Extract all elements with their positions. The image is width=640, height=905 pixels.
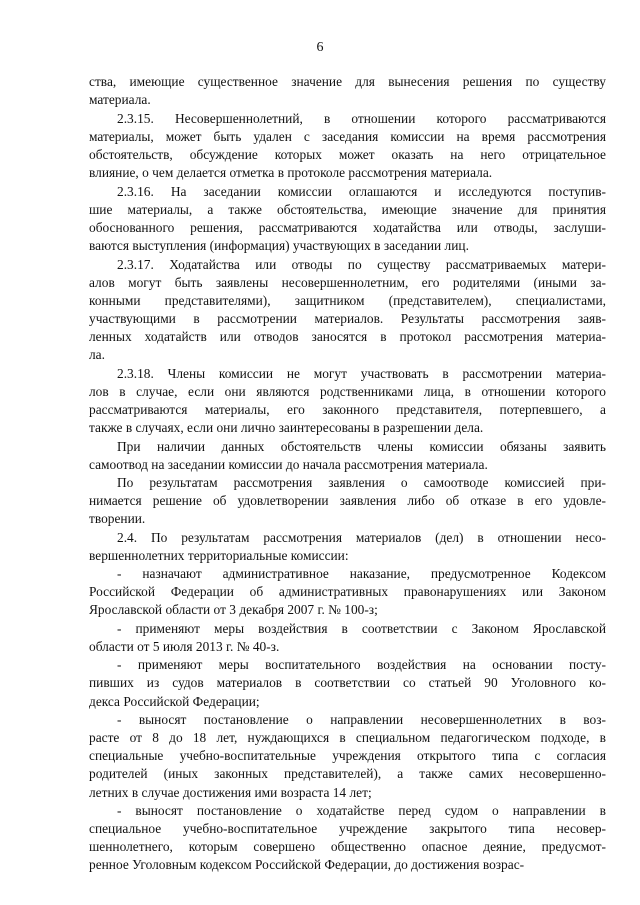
text-line: творении. (89, 511, 146, 526)
text-line: - назначают административное наказание, предусмотренное Кодексом (117, 566, 606, 581)
text-line: области от 5 июля 2013 г. № 40-з. (89, 639, 280, 654)
text-line: самоотвод на заседании комиссии до начала рассмотрения материала. (89, 457, 488, 472)
text-line: лов в случае, если они являются родственниками лица, в отношении которого (89, 384, 606, 399)
text-line: родителей (иных законных представителей), а также самих несовершенно- (89, 766, 606, 781)
text-line: шие материалы, а также обстоятельства, имеющие значение для принятия (89, 202, 606, 217)
text-line: декса Российской Федерации; (89, 694, 260, 709)
text-line: алов могут быть заявлены несовершеннолетним, его родителями (иными за- (89, 275, 606, 290)
text-line: расте от 8 до 18 лет, нуждающихся в специальном педагогическом подходе, в (89, 730, 606, 745)
text-line: нимается решение об удовлетворении заявления либо об отказе в его удовле- (89, 493, 606, 508)
text-line: специальное учебно-воспитательное учреждение закрытого типа несовер- (89, 821, 606, 836)
text-line: конными представителями), защитником (представителем), специалистами, (89, 293, 606, 308)
text-line: ства, имеющие существенное значение для вынесения решения по существу (89, 74, 606, 89)
text-line: специальные учебно-воспитательные учреждения открытого типа с согласия (89, 748, 606, 763)
text-line: - выносят постановление о направлении несовершеннолетних в воз- (117, 712, 606, 727)
text-line: Ярославской области от 3 декабря 2007 г. № 100-з; (89, 602, 378, 617)
text-line: ла. (89, 347, 105, 362)
text-line: 2.3.17. Ходатайства или отводы по существу рассматриваемых матери- (117, 257, 606, 272)
text-line: По результатам рассмотрения заявления о самоотводе комиссией при- (117, 475, 606, 490)
text-line: - применяют меры воспитательного воздействия на основании посту- (117, 657, 606, 672)
text-line: рассматриваются материалы, его законного представителя, потерпевшего, а (89, 402, 606, 417)
text-line: 2.3.15. Несовершеннолетний, в отношении которого рассматриваются (117, 111, 606, 126)
text-line: пивших из судов материалов в соответствии со статьей 90 Уголовного ко- (89, 675, 606, 690)
text-line: - выносят постановление о ходатайстве перед судом о направлении в (117, 803, 606, 818)
text-line: 2.3.16. На заседании комиссии оглашаются и исследуются поступив- (117, 184, 606, 199)
text-line: летних в случае достижения ими возраста 14 лет; (89, 785, 372, 800)
text-line: материала. (89, 92, 151, 107)
text-line: обоснованного решения, рассматриваются ходатайства или отводы, заслуши- (89, 220, 606, 235)
text-line: ваются выступления (информация) участвующих в заседании лиц. (89, 238, 469, 253)
text-line: 2.3.18. Члены комиссии не могут участвовать в рассмотрении материа- (117, 366, 606, 381)
text-line: вершеннолетних территориальные комиссии: (89, 548, 349, 563)
text-line: ренное Уголовным кодексом Российской Федерации, до достижения возрас- (89, 857, 525, 872)
text-line: материалы, может быть удален с заседания комиссии на время рассмотрения (89, 129, 606, 144)
text-line: При наличии данных обстоятельств члены комиссии обязаны заявить (117, 439, 606, 454)
text-line: - применяют меры воздействия в соответствии с Законом Ярославской (117, 621, 606, 636)
text-line: ленных ходатайств или отводов заносятся в протокол рассмотрения материа- (89, 329, 606, 344)
text-line: шеннолетнего, которым совершено общественно опасное деяние, предусмот- (89, 839, 606, 854)
text-line: также в случаях, если они лично заинтересованы в разрешении дела. (89, 420, 484, 435)
text-line: 2.4. По результатам рассмотрения материалов (дел) в отношении несо- (117, 530, 606, 545)
text-line: влияние, о чем делается отметка в протоколе рассмотрения материала. (89, 165, 493, 180)
text-line: Российской Федерации об административных правонарушениях или Законом (89, 584, 606, 599)
text-line: участвующими в рассмотрении материалов. Результаты рассмотрения заяв- (89, 311, 606, 326)
page-number: 6 (316, 40, 324, 55)
text-line: обстоятельств, обсуждение которых может оказать на него отрицательное (89, 147, 606, 162)
